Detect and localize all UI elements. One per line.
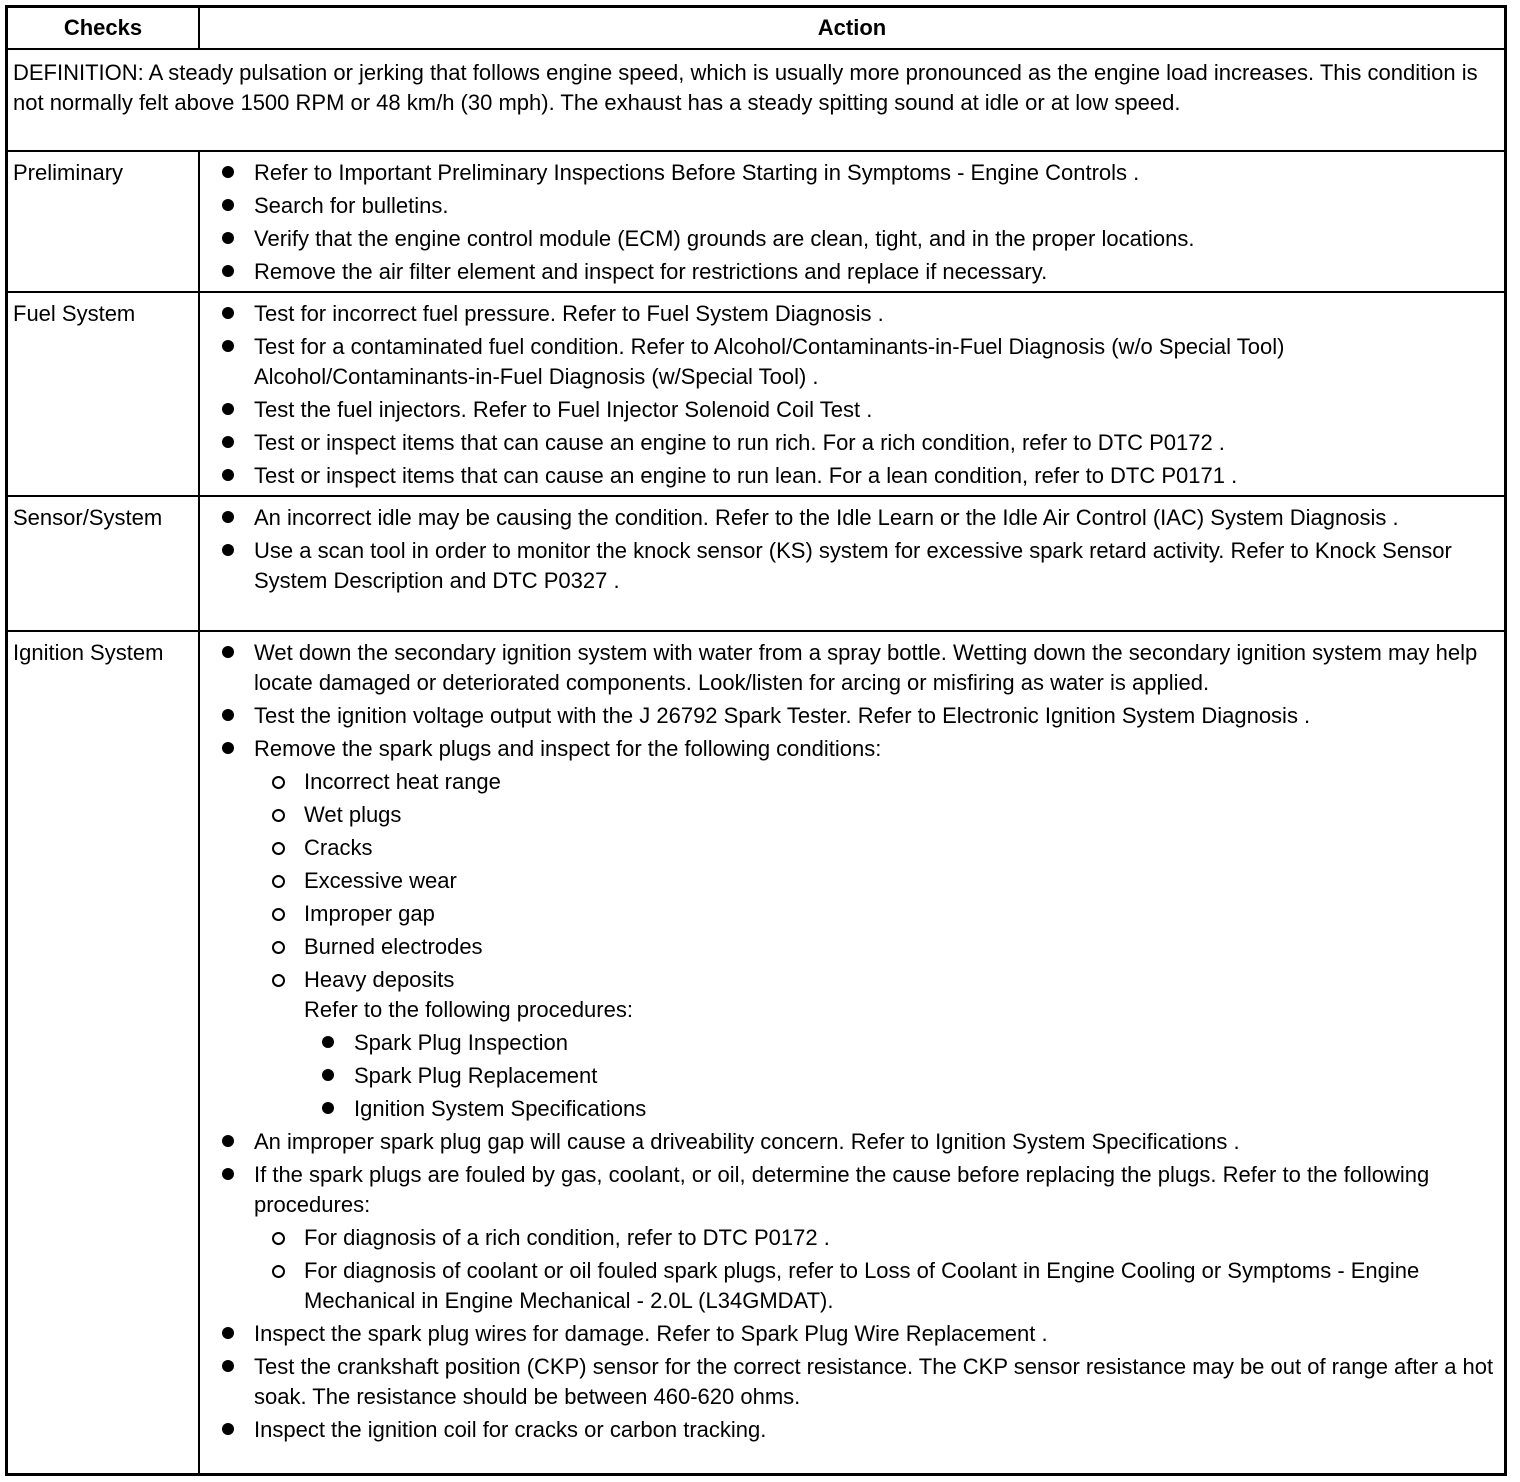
- circle-bullet-icon: [272, 908, 285, 921]
- circle-bullet-icon: [272, 776, 285, 789]
- header-action: Action: [817, 15, 887, 40]
- bullet-icon: [322, 1069, 334, 1081]
- bullet-icon: [222, 199, 234, 211]
- fuel-actions: [222, 299, 1498, 494]
- condition-item: Incorrect heat range: [272, 767, 1498, 797]
- diagnostic-table: [5, 5, 1507, 1476]
- list-item: Remove the spark plugs and inspect for the following conditions:: [222, 734, 1498, 764]
- check-preliminary: Preliminary: [13, 160, 124, 185]
- bullet-icon: [222, 511, 234, 523]
- list-item: Search for bulletins.: [222, 191, 1498, 221]
- list-item: Remove the air filter element and inspect for restrictions and replace if necessary.: [222, 257, 1498, 287]
- bullet-icon: [222, 1327, 234, 1339]
- list-item: Test for a contaminated fuel condition. Refer to Alcohol/Contaminants-in-Fuel Diagnosis (w/o Special Tool) Alcohol/Contaminants-in-Fuel Diagnosis (w/Special Tool) .: [222, 332, 1498, 392]
- bullet-icon: [222, 1423, 234, 1435]
- condition-item: Cracks: [272, 833, 1498, 863]
- condition-item: Burned electrodes: [272, 932, 1498, 962]
- check-fuel-system: Fuel System: [13, 301, 136, 326]
- list-item: Inspect the spark plug wires for damage. Refer to Spark Plug Wire Replacement .: [222, 1319, 1498, 1349]
- list-item: Verify that the engine control module (ECM) grounds are clean, tight, and in the proper locations.: [222, 224, 1498, 254]
- bullet-icon: [222, 1168, 234, 1180]
- bullet-icon: [222, 742, 234, 754]
- column-divider: [198, 150, 200, 1473]
- list-item: Wet down the secondary ignition system with water from a spray bottle. Wetting down the secondary ignition system may help locate damaged or deteriorated components. Look/listen for arcing or misfiring as water is applied.: [222, 638, 1498, 698]
- list-item: Test the crankshaft position (CKP) sensor for the correct resistance. The CKP sensor resistance may be out of range after a hot soak. The resistance should be between 460-620 ohms.: [222, 1352, 1498, 1412]
- bullet-icon: [222, 646, 234, 658]
- procedure-item: Ignition System Specifications: [322, 1094, 1498, 1124]
- circle-bullet-icon: [272, 842, 285, 855]
- bullet-icon: [222, 166, 234, 178]
- definition-text: DEFINITION: A steady pulsation or jerking that follows engine speed, which is usually more pronounced as the engine load increases. This condition is not normally felt above 1500 RPM or 48 km/h (30 mph). The exhaust has a steady spitting sound at idle or at low speed.: [13, 60, 1478, 115]
- bullet-icon: [222, 544, 234, 556]
- list-item: Test the fuel injectors. Refer to Fuel Injector Solenoid Coil Test .: [222, 395, 1498, 425]
- header-divider: [8, 48, 1504, 50]
- condition-item: Heavy deposits: [272, 965, 1498, 995]
- bullet-icon: [222, 1360, 234, 1372]
- condition-item: Improper gap: [272, 899, 1498, 929]
- circle-bullet-icon: [272, 941, 285, 954]
- check-ignition-system: Ignition System: [13, 640, 164, 665]
- circle-bullet-icon: [272, 875, 285, 888]
- sensor-actions: [222, 503, 1498, 599]
- definition-divider: [8, 150, 1504, 152]
- bullet-icon: [222, 436, 234, 448]
- bullet-icon: [222, 709, 234, 721]
- circle-bullet-icon: [272, 809, 285, 822]
- bullet-icon: [222, 469, 234, 481]
- list-item: Test or inspect items that can cause an engine to run rich. For a rich condition, refer to DTC P0172 .: [222, 428, 1498, 458]
- fuel-divider: [8, 495, 1504, 497]
- preliminary-divider: [8, 291, 1504, 293]
- bullet-icon: [322, 1102, 334, 1114]
- list-item: Refer to Important Preliminary Inspections Before Starting in Symptoms - Engine Controls .: [222, 158, 1498, 188]
- bullet-icon: [222, 265, 234, 277]
- bullet-icon: [222, 403, 234, 415]
- list-item: If the spark plugs are fouled by gas, coolant, or oil, determine the cause before replacing the plugs. Refer to the following procedures:: [222, 1160, 1498, 1220]
- check-sensor-system: Sensor/System: [13, 505, 163, 530]
- list-item: Inspect the ignition coil for cracks or carbon tracking.: [222, 1415, 1498, 1445]
- procedures-note: Refer to the following procedures:: [304, 997, 633, 1022]
- condition-item: Excessive wear: [272, 866, 1498, 896]
- condition-item: Wet plugs: [272, 800, 1498, 830]
- bullet-icon: [222, 340, 234, 352]
- list-item: Test or inspect items that can cause an engine to run lean. For a lean condition, refer to DTC P0171 .: [222, 461, 1498, 491]
- bullet-icon: [322, 1036, 334, 1048]
- list-item: An improper spark plug gap will cause a driveability concern. Refer to Ignition System Specifications .: [222, 1127, 1498, 1157]
- fouled-subitem: For diagnosis of coolant or oil fouled spark plugs, refer to Loss of Coolant in Engine Cooling or Symptoms - Engine Mechanical in Engine Mechanical - 2.0L (L34GMDAT).: [272, 1256, 1498, 1316]
- circle-bullet-icon: [272, 1265, 285, 1278]
- procedure-item: Spark Plug Inspection: [322, 1028, 1498, 1058]
- procedure-item: Spark Plug Replacement: [322, 1061, 1498, 1091]
- list-item: Test the ignition voltage output with the J 26792 Spark Tester. Refer to Electronic Ignition System Diagnosis .: [222, 701, 1498, 731]
- fouled-subitem: For diagnosis of a rich condition, refer to DTC P0172 .: [272, 1223, 1498, 1253]
- bullet-icon: [222, 1135, 234, 1147]
- bullet-icon: [222, 232, 234, 244]
- preliminary-actions: [222, 158, 1498, 290]
- list-item: An incorrect idle may be causing the condition. Refer to the Idle Learn or the Idle Air Control (IAC) System Diagnosis .: [222, 503, 1498, 533]
- sensor-divider: [8, 630, 1504, 632]
- circle-bullet-icon: [272, 1232, 285, 1245]
- list-item: Use a scan tool in order to monitor the knock sensor (KS) system for excessive spark retard activity. Refer to Knock Sensor System Description and DTC P0327 .: [222, 536, 1498, 596]
- ignition-actions: [222, 638, 1498, 1448]
- circle-bullet-icon: [272, 974, 285, 987]
- list-item: Test for incorrect fuel pressure. Refer to Fuel System Diagnosis .: [222, 299, 1498, 329]
- bullet-icon: [222, 307, 234, 319]
- header-checks: Checks: [63, 15, 143, 40]
